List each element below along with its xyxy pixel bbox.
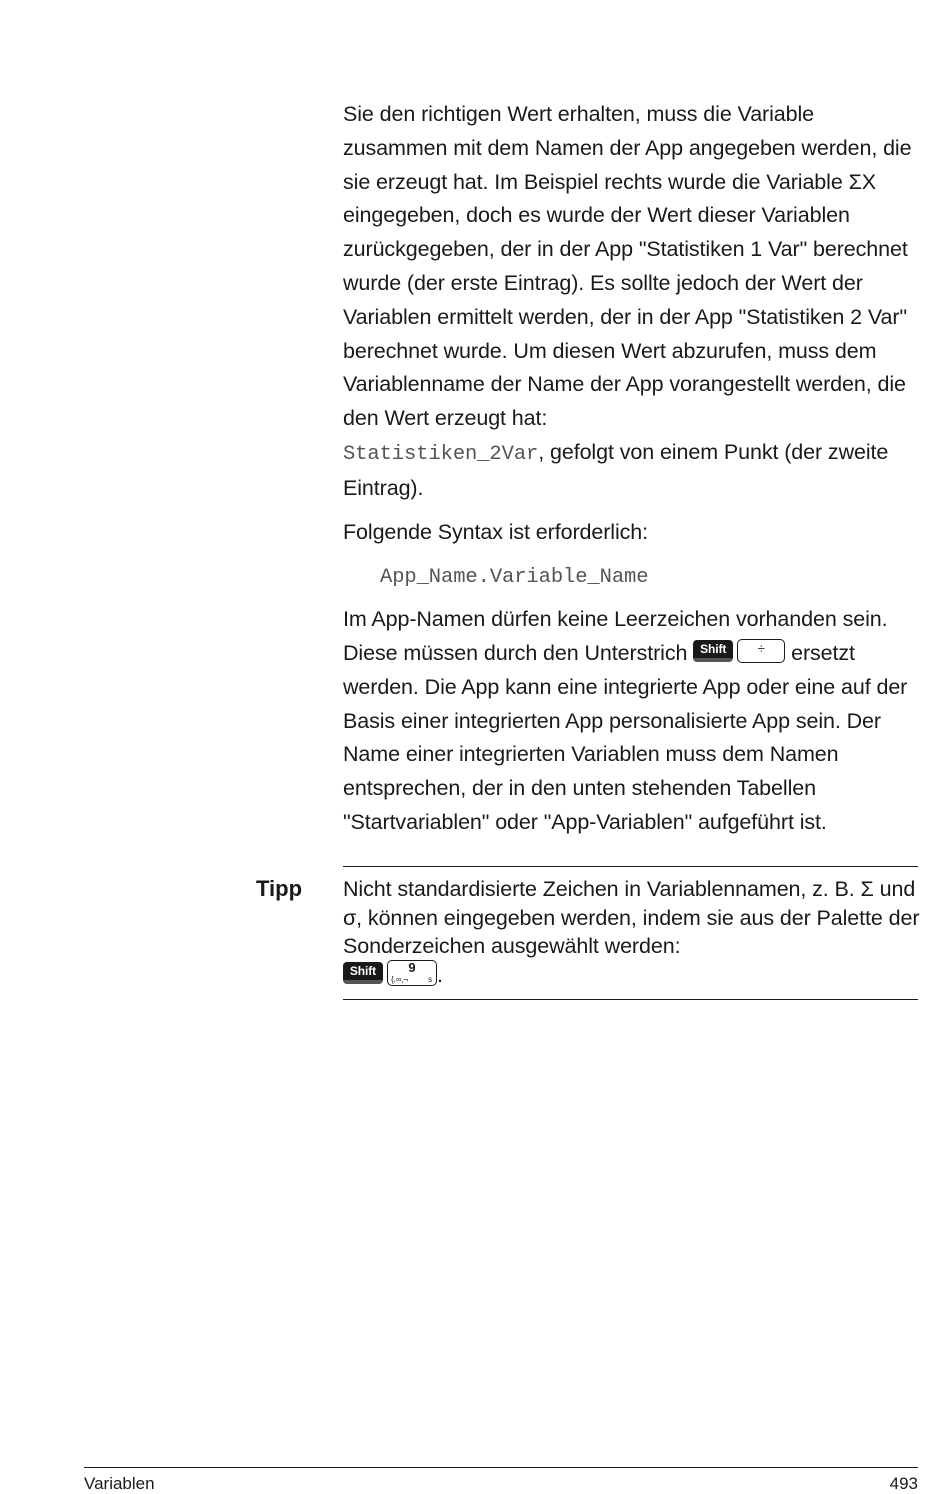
paragraph-text: Im App-Namen dürfen keine Leerzeichen vorhanden sein. Diese müssen durch den Unterstrich [343,607,888,665]
tip-top-rule [343,866,918,867]
paragraph-app-names [343,603,918,840]
tip-bottom-rule [343,999,918,1000]
tip-end-punctuation: . [437,962,443,987]
syntax-code [343,559,918,595]
tip-label: Tipp [256,876,303,901]
main-text [343,98,918,840]
nine-key-sublabel: {,∞,¬ [391,974,408,984]
code-app-name-example: Statistiken_2Var [343,442,539,466]
tip-text-block [343,875,921,989]
nine-key-icon [387,960,437,986]
nine-key-label: 9 [408,959,416,975]
shift-key-icon: Shift [693,640,733,662]
shift-key-icon: Shift [343,962,383,984]
footer-rule [84,1467,918,1468]
paragraph-text-end: , gefolgt von einem Punkt (der zweite Eintrag). [343,439,889,500]
tip-text [343,875,921,989]
tip-text-content: Nicht standardisierte Zeichen in Variablennamen, z. B. Σ und σ, können eingegeben werden, indem sie aus der Palette der Sonderzeichen ausgewählt werden: [343,877,920,958]
syntax-intro: Folgende Syntax ist erforderlich: [343,519,649,544]
page-number: 493 [889,1474,918,1493]
divide-key-icon: ÷ [737,639,785,663]
syntax-code-text: App_Name.Variable_Name [380,566,649,590]
nine-key-sublabel-right: s [428,974,432,984]
paragraph-text-end: ersetzt werden. Die App kann eine integrierte App oder eine auf der Basis einer integrierten App personalisierte App sein. Der Name einer integrierten Variablen muss dem Namen entsprechen, der in den unten stehenden Tabellen "Startvariablen" oder "App-Variablen" aufgeführt ist. [343,640,908,834]
paragraph-text: Sie den richtigen Wert erhalten, muss die Variable zusammen mit dem Namen der App angegeben werden, die sie erzeugt hat. Im Beispiel rechts wurde die Variable ΣX eingegeben, doch es wurde der Wert dieser Variablen zurückgegeben, der in der App "Statistiken 1 Var" berechnet wurde (der erste Eintrag). Es sollte jedoch der Wert der Variablen ermittelt werden, der in der App "Statistiken 2 Var" berechnet wurde. Um diesen Wert abzurufen, muss dem Variablenname der Name der App vorangestellt werden, die den Wert erzeugt hat: [343,102,912,431]
paragraph-app-variables [343,98,918,506]
footer-section-title: Variablen [84,1474,155,1493]
